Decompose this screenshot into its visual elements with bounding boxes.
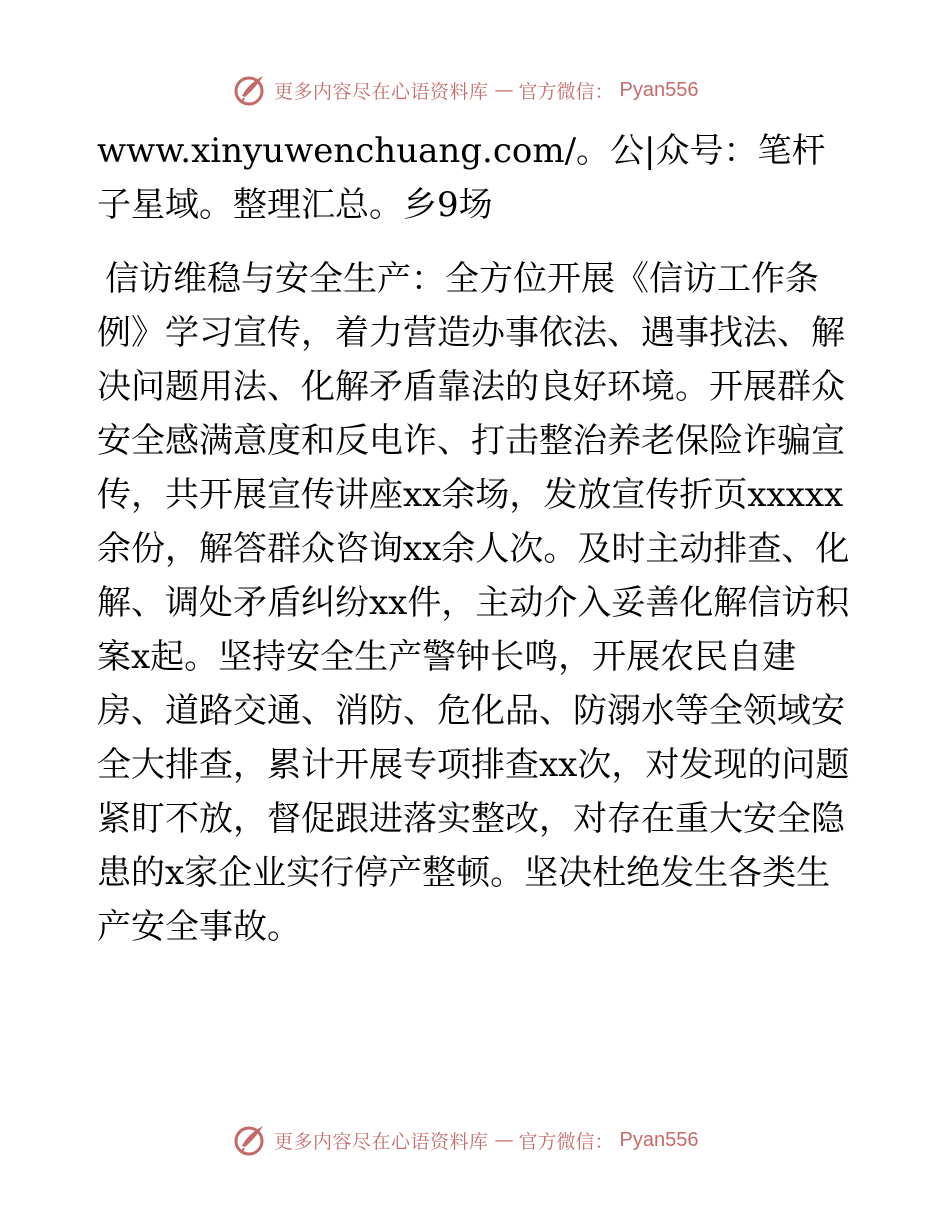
paragraph-source-text: www.xinyuwenchuang.com/。公|众号：笔杆子星域。整理汇总。乡9场 <box>97 131 826 225</box>
quill-logo-icon <box>232 72 268 108</box>
quill-logo-icon <box>232 1122 268 1158</box>
footer-wechat-id: Pyan556 <box>619 1128 699 1151</box>
header-banner-separator: — <box>494 79 513 101</box>
header-banner <box>232 70 699 110</box>
footer-banner-separator: — <box>494 1129 513 1151</box>
paragraph-main <box>97 252 857 954</box>
footer-banner <box>232 1120 699 1160</box>
header-wechat-label: 官方微信： <box>518 80 614 103</box>
footer-wechat-label: 官方微信： <box>518 1130 614 1153</box>
paragraph-source <box>97 124 857 232</box>
header-banner-text: 更多内容尽在心语资料库 <box>274 80 489 103</box>
header-wechat-id: Pyan556 <box>619 78 699 101</box>
footer-banner-text: 更多内容尽在心语资料库 <box>274 1130 489 1153</box>
paragraph-main-text: 信访维稳与安全生产：全方位开展《信访工作条例》学习宣传，着力营造办事依法、遇事找法、解决问题用法、化解矛盾靠法的良好环境。开展群众安全感满意度和反电诈、打击整治养老保险诈骗宣传，共开展宣传讲座xx余场，发放宣传折页xxxxx余份，解答群众咨询xx余人次。及时主动排查、化解、调处矛盾纠纷xx件，主动介入妥善化解信访积案x起。坚持安全生产警钟长鸣，开展农民自建房、道路交通、消防、危化品、防溺水等全领域安全大排查，累计开展专项排查xx次，对发现的问题紧盯不放，督促跟进落实整改，对存在重大安全隐患的x家企业实行停产整顿。坚决杜绝发生各类生产安全事故。 <box>97 259 850 947</box>
